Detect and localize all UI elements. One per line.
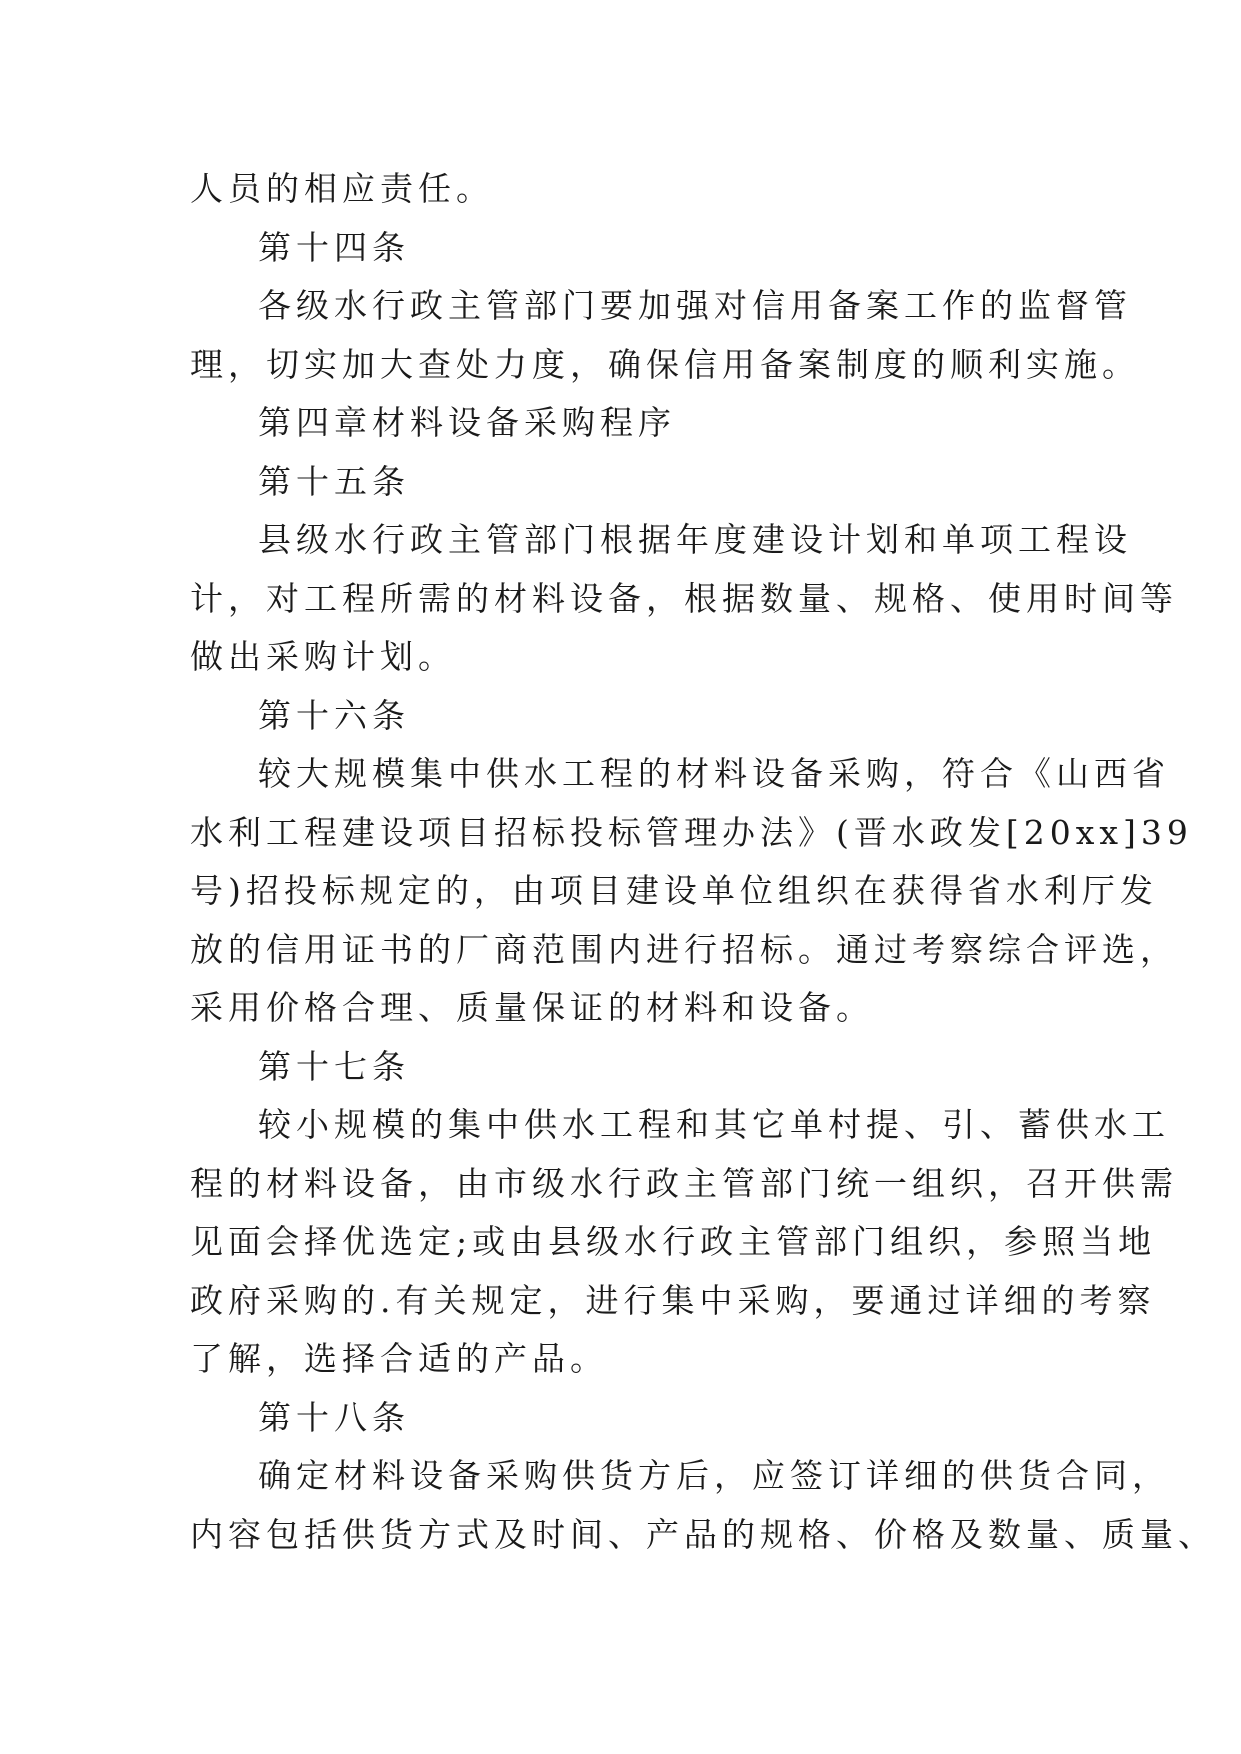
article-heading: 第十六条 bbox=[258, 695, 410, 735]
text-line: 见面会择优选定;或由县级水行政主管部门组织，参照当地 bbox=[190, 1222, 1157, 1261]
article-heading: 第十七条 bbox=[258, 1046, 410, 1086]
article-heading: 第十八条 bbox=[258, 1397, 410, 1437]
text-line: 较小规模的集中供水工程和其它单村提、引、蓄供水工 bbox=[258, 1105, 1170, 1144]
text-line: 采用价格合理、质量保证的材料和设备。 bbox=[190, 988, 874, 1027]
text-line: 号)招投标规定的，由项目建设单位组织在获得省水利厅发 bbox=[190, 871, 1158, 910]
text-line: 各级水行政主管部门要加强对信用备案工作的监督管 bbox=[258, 286, 1132, 325]
text-line: 了解，选择合适的产品。 bbox=[190, 1339, 608, 1378]
text-line: 内容包括供货方式及时间、产品的规格、价格及数量、质量、 bbox=[190, 1514, 1216, 1554]
article-heading: 第十五条 bbox=[258, 461, 410, 501]
text-line: 人员的相应责任。 bbox=[190, 169, 494, 208]
text-line: 较大规模集中供水工程的材料设备采购，符合《山西省 bbox=[258, 754, 1170, 793]
text-line: 做出采购计划。 bbox=[190, 637, 456, 676]
text-line: 放的信用证书的厂商范围内进行招标。通过考察综合评选， bbox=[190, 929, 1178, 969]
text-line: 确定材料设备采购供货方后，应签订详细的供货合同， bbox=[258, 1456, 1170, 1495]
text-line: 县级水行政主管部门根据年度建设计划和单项工程设 bbox=[258, 520, 1132, 559]
text-line: 计，对工程所需的材料设备，根据数量、规格、使用时间等 bbox=[190, 578, 1178, 618]
chapter-heading: 第四章材料设备采购程序 bbox=[258, 403, 676, 442]
text-line: 水利工程建设项目招标投标管理办法》(晋水政发[20xx]39 bbox=[190, 812, 1193, 852]
article-heading: 第十四条 bbox=[258, 227, 410, 267]
text-line: 政府采购的.有关规定，进行集中采购，要通过详细的考察 bbox=[190, 1280, 1156, 1320]
text-line: 理，切实加大查处力度，确保信用备案制度的顺利实施。 bbox=[190, 344, 1140, 384]
text-line: 程的材料设备，由市级水行政主管部门统一组织，召开供需 bbox=[190, 1163, 1178, 1203]
document-body bbox=[190, 160, 1216, 1564]
